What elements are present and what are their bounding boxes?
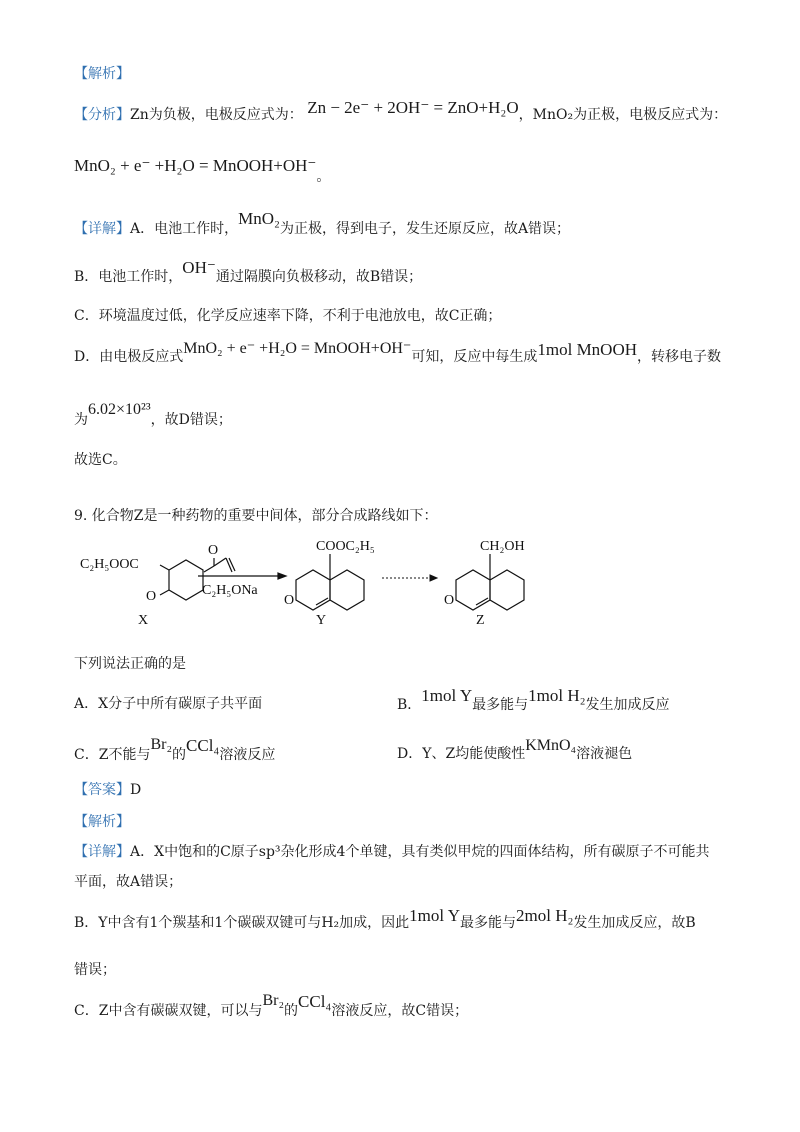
avogadro-number: 6.02×10²³ [88, 401, 151, 418]
compound-y-ketone-o: O [284, 593, 295, 608]
option-a: A．X分子中所有碳原子共平面 [74, 696, 263, 712]
compound-z-substituent: CH₂OH [480, 539, 525, 554]
answer-tag: 【答案】 [74, 782, 130, 798]
option-c-text2: 的 [172, 747, 187, 763]
q9-detail-b-text1: B．Y中含有1个羰基和1个碳碳双键可与H₂加成，因此 [74, 915, 410, 931]
detail-d-text3: ，转移电子数 [637, 349, 722, 365]
detail-a-line [74, 209, 571, 239]
reagent-ketone-o: O [208, 543, 219, 558]
option-b [397, 686, 670, 715]
fenxi-equation2-line [74, 156, 331, 185]
q9-detail-b-line2: 错误； [74, 962, 116, 978]
answer-line [74, 780, 141, 800]
detail-a-text2: 为正极，得到电子，发生还原反应，故A错误； [279, 221, 571, 237]
question-9-stem: 9. 化合物Z是一种药物的重要中间体，部分合成路线如下： [74, 508, 438, 524]
detail-d-equation: MnO₂ + e⁻ +H₂O = MnOOH+OH⁻ [183, 340, 412, 357]
detail-b-text2: 通过隔膜向负极移动，故B错误； [215, 269, 423, 285]
option-c [74, 736, 276, 765]
detail-c-line: C．环境温度过低，化学反应速率下降，不利于电池放电，故C正确； [74, 308, 502, 324]
compound-x-structure [160, 560, 203, 600]
compound-y-substituent: COOC₂H₅ [316, 539, 375, 554]
compound-x-substituent: C₂H₅OOC [80, 557, 139, 572]
q9-detail-b-text2: 最多能与 [460, 915, 517, 931]
q9-detail-c-text3: 溶液反应，故C错误； [331, 1003, 469, 1019]
compound-y-label: Y [316, 613, 327, 628]
compound-y-structure [296, 554, 364, 610]
detail-d2-text2: ，故D错误； [150, 412, 232, 428]
option-c-text1: C．Z不能与 [74, 747, 151, 763]
fenxi-tag: 【分析】 [74, 107, 130, 123]
fenxi-end: 。 [316, 169, 331, 185]
compound-z-ketone-o: O [444, 593, 455, 608]
detail-d2-line [74, 401, 232, 430]
fenxi-equation1: Zn − 2e⁻ + 2OH⁻ = ZnO+H₂O [307, 98, 519, 117]
detail-d-formula: 1mol MnOOH [537, 340, 638, 359]
option-d-text1: D．Y、Z均能使酸性 [397, 746, 526, 762]
option-b-formula2: 1mol H₂ [528, 686, 586, 705]
q9-detail-b-formula1: 1mol Y [409, 906, 461, 925]
q9-detail-a-line1 [74, 842, 709, 862]
detail-b-formula: OH⁻ [182, 258, 216, 277]
compound-x-label: X [138, 613, 149, 628]
multistep-arrow [382, 575, 437, 581]
answer-value: D [130, 782, 142, 798]
fenxi-text2: ，MnO₂为正极，电极反应式为： [518, 107, 728, 123]
detail-d-text1: D．由电极反应式 [74, 349, 184, 365]
reagent-base: C₂H₅ONa [202, 583, 258, 598]
reagent-vinyl-ketone [204, 558, 235, 572]
q9-detail-c-formula2: CCl₄ [298, 992, 332, 1011]
option-b-text3: 发生加成反应 [585, 697, 670, 713]
compound-z-label: Z [476, 613, 485, 628]
q9-detail-a-line2: 平面，故A错误； [74, 874, 183, 890]
reaction-arrow [198, 573, 286, 579]
option-d-formula1: KMnO₄ [525, 737, 577, 754]
option-b-formula1: 1mol Y [421, 686, 473, 705]
synthesis-scheme [80, 532, 580, 632]
fenxi-line [74, 98, 728, 125]
compound-z-structure [456, 554, 524, 610]
option-c-text3: 溶液反应 [219, 747, 276, 763]
detail-d-line [74, 340, 722, 367]
detail-b-line [74, 258, 423, 287]
q9-detail-b-formula2: 2mol H₂ [516, 906, 574, 925]
detail-d-text2: 可知，反应中每生成 [411, 349, 538, 365]
q9-detail-c-line [74, 992, 469, 1021]
option-d [397, 737, 633, 764]
option-b-text2: 最多能与 [472, 697, 529, 713]
fenxi-equation2: MnO₂ + e⁻ +H₂O = MnOOH+OH⁻ [74, 156, 317, 175]
q9-detail-c-text1: C．Z中含有碳碳双键，可以与 [74, 1003, 263, 1019]
q9-detail-a-text: A．X中饱和的C原子sp³杂化形成4个单键，具有类似甲烷的四面体结构，所有碳原子不可能共 [130, 844, 710, 860]
q9-detail-c-text2: 的 [284, 1003, 299, 1019]
detail-d2-text1: 为 [74, 412, 88, 428]
compound-x-ketone-o: O [146, 589, 157, 604]
detail-a-text1: A．电池工作时， [130, 221, 239, 237]
option-c-formula1: Br₂ [150, 736, 173, 753]
fenxi-text1: Zn为负极，电极反应式为： [130, 107, 303, 123]
jiexi-heading: 【解析】 [74, 66, 130, 82]
q9-detail-b-line1 [74, 906, 696, 933]
question-9-prompt: 下列说法正确的是 [74, 656, 186, 672]
q9-detail-c-formula1: Br₂ [262, 992, 285, 1009]
option-b-text1: B． [397, 697, 422, 713]
xiangjie-tag: 【详解】 [74, 221, 130, 237]
q9-xiangjie-tag: 【详解】 [74, 844, 130, 860]
option-d-text2: 溶液褪色 [576, 746, 633, 762]
q9-jiexi-heading: 【解析】 [74, 814, 130, 830]
option-c-formula2: CCl₄ [186, 736, 220, 755]
detail-a-formula: MnO₂ [238, 209, 280, 228]
conclusion: 故选C。 [74, 452, 127, 468]
detail-b-text1: B．电池工作时， [74, 269, 183, 285]
q9-detail-b-text3: 发生加成反应，故B [573, 915, 696, 931]
